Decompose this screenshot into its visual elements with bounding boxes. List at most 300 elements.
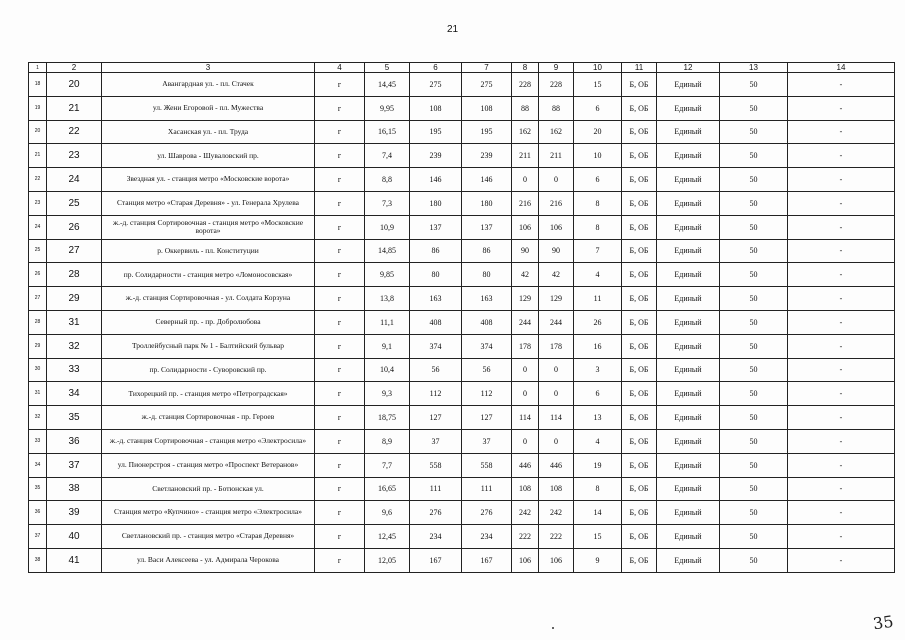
row-index-cell: 33: [29, 429, 47, 453]
row-index-cell: 34: [29, 453, 47, 477]
table-row: [29, 215, 895, 239]
fare-cell: Единый: [657, 287, 720, 311]
col13-cell: 50: [720, 477, 788, 501]
col9-cell: 129: [539, 287, 574, 311]
col9-cell: 178: [539, 334, 574, 358]
route-table: [28, 62, 895, 573]
col6-cell: 112: [410, 382, 462, 406]
table-row: [29, 168, 895, 192]
route-number-cell: 29: [47, 287, 102, 311]
col13-cell: 50: [720, 429, 788, 453]
route-number-cell: 23: [47, 144, 102, 168]
row-index-cell: 25: [29, 239, 47, 263]
fare-cell: Единый: [657, 120, 720, 144]
vehicle-class-cell: Б, ОБ: [622, 382, 657, 406]
col10-cell: 4: [574, 263, 622, 287]
col13-cell: 50: [720, 334, 788, 358]
column-header: 7: [462, 63, 512, 73]
col14-cell: -: [788, 287, 895, 311]
route-number-cell: 26: [47, 215, 102, 239]
type-cell: г: [315, 429, 365, 453]
row-index-cell: 22: [29, 168, 47, 192]
column-header: 8: [512, 63, 539, 73]
col6-cell: 275: [410, 73, 462, 97]
col6-cell: 146: [410, 168, 462, 192]
type-cell: г: [315, 382, 365, 406]
length-cell: 16,15: [365, 120, 410, 144]
row-index-cell: 26: [29, 263, 47, 287]
row-index-cell: 32: [29, 406, 47, 430]
col8-cell: 90: [512, 239, 539, 263]
table-row: [29, 429, 895, 453]
route-number-cell: 36: [47, 429, 102, 453]
col6-cell: 276: [410, 501, 462, 525]
vehicle-class-cell: Б, ОБ: [622, 310, 657, 334]
table-row: [29, 144, 895, 168]
col6-cell: 180: [410, 191, 462, 215]
col8-cell: 222: [512, 525, 539, 549]
col10-cell: 15: [574, 525, 622, 549]
route-number-cell: 25: [47, 191, 102, 215]
col13-cell: 50: [720, 406, 788, 430]
column-header: 13: [720, 63, 788, 73]
route-name-cell: Троллейбусный парк № 1 - Балтийский бульвар: [102, 334, 315, 358]
row-index-cell: 37: [29, 525, 47, 549]
vehicle-class-cell: Б, ОБ: [622, 263, 657, 287]
col8-cell: 244: [512, 310, 539, 334]
col13-cell: 50: [720, 501, 788, 525]
col10-cell: 9: [574, 548, 622, 572]
col9-cell: 106: [539, 215, 574, 239]
route-number-cell: 40: [47, 525, 102, 549]
length-cell: 9,85: [365, 263, 410, 287]
row-index-cell: 20: [29, 120, 47, 144]
col10-cell: 11: [574, 287, 622, 311]
col7-cell: 195: [462, 120, 512, 144]
fare-cell: Единый: [657, 239, 720, 263]
route-number-cell: 34: [47, 382, 102, 406]
col13-cell: 50: [720, 263, 788, 287]
col7-cell: 127: [462, 406, 512, 430]
col9-cell: 108: [539, 477, 574, 501]
col14-cell: -: [788, 215, 895, 239]
col7-cell: 408: [462, 310, 512, 334]
table-body: [29, 73, 895, 573]
col6-cell: 163: [410, 287, 462, 311]
table-row: [29, 406, 895, 430]
col8-cell: 106: [512, 215, 539, 239]
fare-cell: Единый: [657, 525, 720, 549]
length-cell: 9,6: [365, 501, 410, 525]
column-header: 4: [315, 63, 365, 73]
col8-cell: 0: [512, 358, 539, 382]
table-row: [29, 287, 895, 311]
col7-cell: 163: [462, 287, 512, 311]
vehicle-class-cell: Б, ОБ: [622, 215, 657, 239]
length-cell: 9,3: [365, 382, 410, 406]
vehicle-class-cell: Б, ОБ: [622, 429, 657, 453]
length-cell: 7,3: [365, 191, 410, 215]
col9-cell: 228: [539, 73, 574, 97]
type-cell: г: [315, 287, 365, 311]
col10-cell: 8: [574, 215, 622, 239]
length-cell: 12,05: [365, 548, 410, 572]
route-number-cell: 32: [47, 334, 102, 358]
col8-cell: 0: [512, 382, 539, 406]
fare-cell: Единый: [657, 215, 720, 239]
col7-cell: 275: [462, 73, 512, 97]
col13-cell: 50: [720, 453, 788, 477]
vehicle-class-cell: Б, ОБ: [622, 453, 657, 477]
route-name-cell: Авангардная ул. - пл. Стачек: [102, 73, 315, 97]
col9-cell: 222: [539, 525, 574, 549]
col13-cell: 50: [720, 73, 788, 97]
vehicle-class-cell: Б, ОБ: [622, 477, 657, 501]
type-cell: г: [315, 191, 365, 215]
col7-cell: 180: [462, 191, 512, 215]
col13-cell: 50: [720, 287, 788, 311]
table-row: [29, 191, 895, 215]
table-row: [29, 453, 895, 477]
row-index-cell: 30: [29, 358, 47, 382]
fare-cell: Единый: [657, 548, 720, 572]
col10-cell: 10: [574, 144, 622, 168]
type-cell: г: [315, 406, 365, 430]
column-header: 11: [622, 63, 657, 73]
col9-cell: 90: [539, 239, 574, 263]
col14-cell: -: [788, 477, 895, 501]
col14-cell: -: [788, 358, 895, 382]
route-name-cell: Хасанская ул. - пл. Труда: [102, 120, 315, 144]
route-name-cell: Светлановский пр. - станция метро «Старая Деревня»: [102, 525, 315, 549]
route-name-cell: ул. Пионерстроя - станция метро «Проспект Ветеранов»: [102, 453, 315, 477]
route-number-cell: 28: [47, 263, 102, 287]
col10-cell: 6: [574, 96, 622, 120]
row-index-cell: 21: [29, 144, 47, 168]
route-number-cell: 22: [47, 120, 102, 144]
col7-cell: 146: [462, 168, 512, 192]
col13-cell: 50: [720, 525, 788, 549]
length-cell: 8,9: [365, 429, 410, 453]
col14-cell: -: [788, 382, 895, 406]
row-index-cell: 18: [29, 73, 47, 97]
col6-cell: 80: [410, 263, 462, 287]
col9-cell: 0: [539, 429, 574, 453]
col14-cell: -: [788, 453, 895, 477]
route-number-cell: 41: [47, 548, 102, 572]
col13-cell: 50: [720, 310, 788, 334]
col6-cell: 374: [410, 334, 462, 358]
route-number-cell: 21: [47, 96, 102, 120]
length-cell: 8,8: [365, 168, 410, 192]
handwritten-page-mark: 35: [871, 611, 895, 634]
col8-cell: 228: [512, 73, 539, 97]
type-cell: г: [315, 477, 365, 501]
vehicle-class-cell: Б, ОБ: [622, 548, 657, 572]
table-row: [29, 548, 895, 572]
type-cell: г: [315, 96, 365, 120]
fare-cell: Единый: [657, 73, 720, 97]
col13-cell: 50: [720, 215, 788, 239]
col9-cell: 242: [539, 501, 574, 525]
table-row: [29, 525, 895, 549]
col8-cell: 129: [512, 287, 539, 311]
vehicle-class-cell: Б, ОБ: [622, 191, 657, 215]
vehicle-class-cell: Б, ОБ: [622, 525, 657, 549]
col8-cell: 114: [512, 406, 539, 430]
vehicle-class-cell: Б, ОБ: [622, 334, 657, 358]
col10-cell: 7: [574, 239, 622, 263]
route-number-cell: 35: [47, 406, 102, 430]
col13-cell: 50: [720, 358, 788, 382]
length-cell: 18,75: [365, 406, 410, 430]
column-header: 2: [47, 63, 102, 73]
col8-cell: 162: [512, 120, 539, 144]
col6-cell: 127: [410, 406, 462, 430]
type-cell: г: [315, 548, 365, 572]
col7-cell: 374: [462, 334, 512, 358]
col10-cell: 26: [574, 310, 622, 334]
col7-cell: 80: [462, 263, 512, 287]
col9-cell: 446: [539, 453, 574, 477]
fare-cell: Единый: [657, 144, 720, 168]
table-row: [29, 120, 895, 144]
col7-cell: 234: [462, 525, 512, 549]
col14-cell: -: [788, 144, 895, 168]
col10-cell: 8: [574, 191, 622, 215]
column-header: 3: [102, 63, 315, 73]
table-row: [29, 73, 895, 97]
col14-cell: -: [788, 239, 895, 263]
fare-cell: Единый: [657, 429, 720, 453]
col14-cell: -: [788, 429, 895, 453]
col7-cell: 137: [462, 215, 512, 239]
type-cell: г: [315, 73, 365, 97]
length-cell: 12,45: [365, 525, 410, 549]
length-cell: 7,4: [365, 144, 410, 168]
col10-cell: 13: [574, 406, 622, 430]
table-row: [29, 239, 895, 263]
col14-cell: -: [788, 406, 895, 430]
type-cell: г: [315, 310, 365, 334]
col6-cell: 111: [410, 477, 462, 501]
row-index-cell: 31: [29, 382, 47, 406]
length-cell: 7,7: [365, 453, 410, 477]
type-cell: г: [315, 453, 365, 477]
column-header: 9: [539, 63, 574, 73]
route-name-cell: ж.-д. станция Сортировочная - ул. Солдата Корзуна: [102, 287, 315, 311]
route-name-cell: Звездная ул. - станция метро «Московские ворота»: [102, 168, 315, 192]
route-number-cell: 39: [47, 501, 102, 525]
vehicle-class-cell: Б, ОБ: [622, 120, 657, 144]
col8-cell: 106: [512, 548, 539, 572]
col13-cell: 50: [720, 548, 788, 572]
col8-cell: 0: [512, 429, 539, 453]
col8-cell: 108: [512, 477, 539, 501]
vehicle-class-cell: Б, ОБ: [622, 501, 657, 525]
fare-cell: Единый: [657, 334, 720, 358]
col9-cell: 106: [539, 548, 574, 572]
col14-cell: -: [788, 501, 895, 525]
fare-cell: Единый: [657, 263, 720, 287]
vehicle-class-cell: Б, ОБ: [622, 406, 657, 430]
length-cell: 14,85: [365, 239, 410, 263]
col13-cell: 50: [720, 144, 788, 168]
route-number-cell: 20: [47, 73, 102, 97]
col13-cell: 50: [720, 239, 788, 263]
route-name-cell: Станция метро «Купчино» - станция метро «Электросила»: [102, 501, 315, 525]
type-cell: г: [315, 501, 365, 525]
col6-cell: 108: [410, 96, 462, 120]
col14-cell: -: [788, 73, 895, 97]
col6-cell: 408: [410, 310, 462, 334]
col9-cell: 0: [539, 358, 574, 382]
fare-cell: Единый: [657, 501, 720, 525]
col14-cell: -: [788, 310, 895, 334]
table-row: [29, 263, 895, 287]
col9-cell: 114: [539, 406, 574, 430]
row-index-cell: 36: [29, 501, 47, 525]
col8-cell: 211: [512, 144, 539, 168]
vehicle-class-cell: Б, ОБ: [622, 239, 657, 263]
col14-cell: -: [788, 548, 895, 572]
col14-cell: -: [788, 191, 895, 215]
ink-dot: [552, 627, 554, 629]
col8-cell: 0: [512, 168, 539, 192]
row-index-cell: 38: [29, 548, 47, 572]
col13-cell: 50: [720, 191, 788, 215]
row-index-cell: 28: [29, 310, 47, 334]
col7-cell: 56: [462, 358, 512, 382]
col13-cell: 50: [720, 120, 788, 144]
col6-cell: 56: [410, 358, 462, 382]
route-name-cell: Тихорецкий пр. - станция метро «Петроградская»: [102, 382, 315, 406]
column-header: 12: [657, 63, 720, 73]
vehicle-class-cell: Б, ОБ: [622, 287, 657, 311]
fare-cell: Единый: [657, 96, 720, 120]
vehicle-class-cell: Б, ОБ: [622, 144, 657, 168]
route-name-cell: р. Оккервиль - пл. Конституции: [102, 239, 315, 263]
route-name-cell: Станция метро «Старая Деревня» - ул. Генерала Хрулева: [102, 191, 315, 215]
route-name-cell: ж.-д. станция Сортировочная - станция метро «Электросила»: [102, 429, 315, 453]
table-row: [29, 96, 895, 120]
col6-cell: 167: [410, 548, 462, 572]
length-cell: 13,8: [365, 287, 410, 311]
route-name-cell: Северный пр. - пр. Добролюбова: [102, 310, 315, 334]
length-cell: 9,1: [365, 334, 410, 358]
col9-cell: 0: [539, 382, 574, 406]
fare-cell: Единый: [657, 168, 720, 192]
route-name-cell: ж.-д. станция Сортировочная - пр. Героев: [102, 406, 315, 430]
col6-cell: 558: [410, 453, 462, 477]
col8-cell: 42: [512, 263, 539, 287]
route-number-cell: 27: [47, 239, 102, 263]
col7-cell: 112: [462, 382, 512, 406]
col10-cell: 19: [574, 453, 622, 477]
route-number-cell: 24: [47, 168, 102, 192]
row-index-cell: 19: [29, 96, 47, 120]
route-name-cell: ж.-д. станция Сортировочная - станция метро «Московские ворота»: [102, 215, 315, 239]
route-name-cell: пр. Солидарности - Суворовский пр.: [102, 358, 315, 382]
col8-cell: 216: [512, 191, 539, 215]
col13-cell: 50: [720, 168, 788, 192]
col13-cell: 50: [720, 96, 788, 120]
vehicle-class-cell: Б, ОБ: [622, 358, 657, 382]
row-index-cell: 24: [29, 215, 47, 239]
type-cell: г: [315, 525, 365, 549]
col8-cell: 446: [512, 453, 539, 477]
route-number-cell: 31: [47, 310, 102, 334]
type-cell: г: [315, 215, 365, 239]
col7-cell: 558: [462, 453, 512, 477]
route-number-cell: 33: [47, 358, 102, 382]
vehicle-class-cell: Б, ОБ: [622, 168, 657, 192]
col7-cell: 239: [462, 144, 512, 168]
col10-cell: 3: [574, 358, 622, 382]
type-cell: г: [315, 358, 365, 382]
col8-cell: 242: [512, 501, 539, 525]
fare-cell: Единый: [657, 310, 720, 334]
route-name-cell: ул. Шаврова - Шуваловский пр.: [102, 144, 315, 168]
col9-cell: 0: [539, 168, 574, 192]
route-name-cell: ул. Васи Алексеева - ул. Адмирала Черокова: [102, 548, 315, 572]
column-header: 5: [365, 63, 410, 73]
col7-cell: 86: [462, 239, 512, 263]
column-header: 1: [29, 63, 47, 73]
col9-cell: 88: [539, 96, 574, 120]
type-cell: г: [315, 144, 365, 168]
fare-cell: Единый: [657, 477, 720, 501]
col6-cell: 37: [410, 429, 462, 453]
vehicle-class-cell: Б, ОБ: [622, 96, 657, 120]
table-row: [29, 310, 895, 334]
col7-cell: 276: [462, 501, 512, 525]
type-cell: г: [315, 263, 365, 287]
length-cell: 16,65: [365, 477, 410, 501]
col9-cell: 216: [539, 191, 574, 215]
col14-cell: -: [788, 263, 895, 287]
col10-cell: 8: [574, 477, 622, 501]
col7-cell: 167: [462, 548, 512, 572]
type-cell: г: [315, 239, 365, 263]
column-header: 10: [574, 63, 622, 73]
col9-cell: 162: [539, 120, 574, 144]
route-number-cell: 37: [47, 453, 102, 477]
col7-cell: 37: [462, 429, 512, 453]
length-cell: 10,9: [365, 215, 410, 239]
col8-cell: 178: [512, 334, 539, 358]
col9-cell: 211: [539, 144, 574, 168]
length-cell: 14,45: [365, 73, 410, 97]
length-cell: 10,4: [365, 358, 410, 382]
table-row: [29, 477, 895, 501]
row-index-cell: 29: [29, 334, 47, 358]
length-cell: 11,1: [365, 310, 410, 334]
col14-cell: -: [788, 96, 895, 120]
col10-cell: 14: [574, 501, 622, 525]
col6-cell: 86: [410, 239, 462, 263]
type-cell: г: [315, 120, 365, 144]
route-name-cell: пр. Солидарности - станция метро «Ломоносовская»: [102, 263, 315, 287]
table-row: [29, 382, 895, 406]
col6-cell: 137: [410, 215, 462, 239]
col7-cell: 108: [462, 96, 512, 120]
col8-cell: 88: [512, 96, 539, 120]
fare-cell: Единый: [657, 382, 720, 406]
type-cell: г: [315, 334, 365, 358]
col10-cell: 6: [574, 168, 622, 192]
col14-cell: -: [788, 334, 895, 358]
